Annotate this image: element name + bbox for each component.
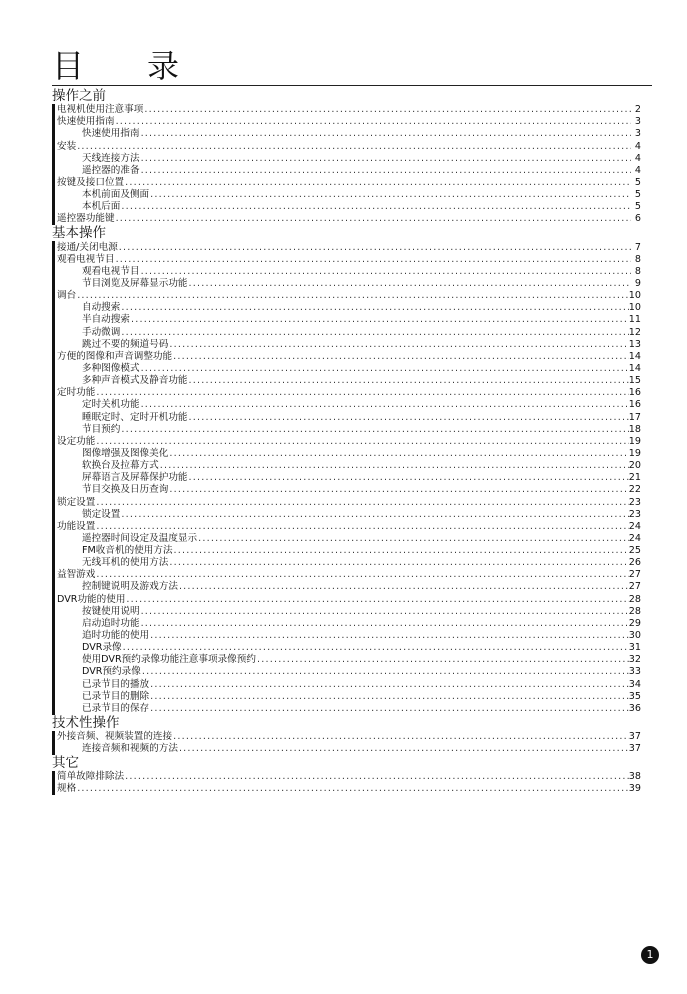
title-char-1: 目 — [52, 47, 85, 85]
toc-entry-label: 定时关机功能 — [82, 399, 140, 411]
toc-entry-page: 39 — [628, 783, 641, 795]
toc-entry-page: 9 — [634, 277, 641, 289]
toc-entry-page: 10 — [628, 302, 641, 314]
toc-entry-label: 快速使用指南 — [82, 128, 140, 140]
dot-leader — [95, 521, 628, 533]
dot-leader — [140, 266, 631, 278]
toc-entry-label: 定时功能 — [57, 387, 96, 399]
toc-entry-page: 2 — [634, 104, 641, 116]
dot-leader — [115, 213, 631, 225]
toc-entry-page: 27 — [628, 581, 641, 593]
toc-entry-label: 节目预约 — [82, 423, 121, 435]
toc-section — [52, 225, 641, 714]
toc-entry[interactable] — [57, 642, 641, 654]
toc-entry-page: 7 — [634, 241, 641, 253]
toc-entry-label: 锁定设置 — [57, 496, 96, 508]
toc-entry[interactable] — [57, 128, 641, 140]
toc-entry[interactable] — [57, 472, 641, 484]
toc-entry-page: 18 — [628, 423, 641, 435]
toc-entry-page: 28 — [628, 605, 641, 617]
toc-entry-page: 12 — [628, 326, 641, 338]
toc-entry-page: 11 — [628, 314, 641, 326]
toc-entry[interactable] — [57, 678, 641, 690]
toc-entry[interactable] — [57, 691, 641, 703]
toc-entry[interactable] — [57, 557, 641, 569]
dot-leader — [178, 581, 629, 593]
toc-entry[interactable] — [57, 509, 641, 521]
toc-entry[interactable] — [57, 189, 641, 201]
toc-entry-label: 遥控器的准备 — [82, 164, 140, 176]
toc-section — [52, 715, 641, 755]
toc-entry-label: 安装 — [57, 140, 77, 152]
toc-entry-label: 观看电视节目 — [57, 253, 115, 265]
toc-entry-page: 37 — [628, 731, 641, 743]
dot-leader — [140, 399, 629, 411]
toc-entry[interactable] — [57, 326, 641, 338]
toc-entry[interactable] — [57, 153, 641, 165]
toc-entry-label: 半自动搜索 — [82, 314, 130, 326]
dot-leader — [95, 387, 628, 399]
page-title — [52, 46, 180, 86]
toc-section — [52, 755, 641, 795]
dot-leader — [168, 557, 628, 569]
toc-entry[interactable] — [57, 731, 641, 743]
toc-entry-page: 22 — [628, 484, 641, 496]
toc-entry-label: 睡眠定时、定时开机功能 — [82, 411, 188, 423]
toc-entry[interactable] — [57, 606, 641, 618]
section-heading: 操作之前 — [52, 88, 106, 104]
dot-leader — [149, 703, 629, 715]
dot-leader — [124, 771, 629, 783]
dot-leader — [188, 472, 629, 484]
toc-entry-label: 已录节目的保存 — [82, 702, 150, 714]
dot-leader — [168, 339, 628, 351]
toc-entry[interactable] — [57, 411, 641, 423]
toc-entry-page: 25 — [628, 545, 641, 557]
toc-entry-page: 16 — [628, 387, 641, 399]
dot-leader — [76, 141, 631, 153]
dot-leader — [140, 606, 629, 618]
dot-leader — [172, 731, 629, 743]
toc-entry[interactable] — [57, 666, 641, 678]
toc-entry[interactable] — [57, 213, 641, 225]
section-heading: 技术性操作 — [52, 714, 120, 731]
dot-leader — [188, 375, 629, 387]
toc-entry-label: 自动搜索 — [82, 302, 121, 314]
dot-leader — [149, 691, 629, 703]
dot-leader — [141, 666, 629, 678]
toc-entry[interactable] — [57, 484, 641, 496]
toc-entry[interactable] — [57, 363, 641, 375]
toc-entry-label: 软换台及拉幕方式 — [82, 460, 159, 472]
toc-entry-label: 外接音频、视频装置的连接 — [57, 731, 173, 743]
dot-leader — [115, 254, 631, 266]
toc-entry-label: 连接音频和视频的方法 — [82, 743, 178, 755]
toc-entry-label: 使用DVR预约录像功能注意事项录像预约 — [82, 654, 256, 666]
toc-entry-page: 24 — [628, 532, 641, 544]
toc-entry-label: FM收音机的使用方法 — [82, 545, 173, 557]
dot-leader — [140, 153, 631, 165]
toc-entry-label: 多种声音模式及静音功能 — [82, 375, 188, 387]
toc-entry-label: 图像增强及图像美化 — [82, 447, 169, 459]
toc-entry[interactable] — [57, 302, 641, 314]
section-entries — [52, 241, 641, 714]
dot-leader — [76, 783, 629, 795]
toc-entry-page: 37 — [628, 743, 641, 755]
toc-entry-page: 30 — [628, 630, 641, 642]
toc-entry[interactable] — [57, 314, 641, 326]
toc-entry-page: 21 — [628, 472, 641, 484]
dot-leader — [115, 116, 631, 128]
toc-entry-page: 28 — [628, 593, 641, 605]
toc-entry-label: 无线耳机的使用方法 — [82, 557, 169, 569]
dot-leader — [149, 189, 631, 201]
toc-entry-label: 本机后面 — [82, 201, 121, 213]
title-divider — [52, 85, 652, 86]
toc-entry-label: 调台 — [57, 290, 77, 302]
dot-leader — [178, 743, 629, 755]
section-entries — [52, 104, 641, 225]
toc-entry[interactable] — [57, 290, 641, 302]
dot-leader — [122, 642, 629, 654]
dot-leader — [118, 242, 631, 254]
toc-entry[interactable] — [57, 496, 641, 508]
toc-entry-page: 26 — [628, 557, 641, 569]
title-char-2: 录 — [147, 47, 180, 85]
toc-entry-label: 跳过不要的频道号码 — [82, 338, 169, 350]
toc-entry-label: 天线连接方法 — [82, 152, 140, 164]
dot-leader — [168, 448, 628, 460]
toc-entry[interactable] — [57, 116, 641, 128]
toc-entry[interactable] — [57, 654, 641, 666]
toc-entry-page: 31 — [628, 642, 641, 654]
section-heading: 基本操作 — [52, 225, 106, 242]
section-entries — [52, 771, 641, 795]
dot-leader — [140, 165, 631, 177]
dot-leader — [188, 278, 631, 290]
toc-entry-page: 17 — [628, 411, 641, 423]
toc-entry-page: 20 — [628, 460, 641, 472]
dot-leader — [197, 533, 629, 545]
toc-entry-label: DVR功能的使用 — [57, 593, 126, 605]
toc-entry-label: 已录节目的播放 — [82, 678, 150, 690]
dot-leader — [168, 484, 628, 496]
toc-entry-page: 8 — [634, 265, 641, 277]
toc-entry-label: 已录节目的删除 — [82, 690, 150, 702]
toc-entry-label: 电视机使用注意事项 — [57, 104, 144, 116]
toc-entry[interactable] — [57, 533, 641, 545]
toc-entry-page: 14 — [628, 350, 641, 362]
dot-leader — [76, 290, 629, 302]
toc-entry-label: 屏幕语言及屏幕保护功能 — [82, 472, 188, 484]
toc-entry[interactable] — [57, 703, 641, 715]
dot-leader — [95, 436, 628, 448]
toc-entry-page: 15 — [628, 375, 641, 387]
toc-entry-page: 23 — [628, 508, 641, 520]
toc-entry-label: 益智游戏 — [57, 569, 96, 581]
toc-entry[interactable] — [57, 375, 641, 387]
dot-leader — [95, 497, 628, 509]
dot-leader — [124, 177, 631, 189]
toc-entry[interactable] — [57, 241, 641, 253]
toc-entry-label: 遥控器功能键 — [57, 213, 115, 225]
toc-entry-page: 5 — [634, 201, 641, 213]
toc-entry[interactable] — [57, 254, 641, 266]
toc-entry-label: 本机前面及侧面 — [82, 189, 150, 201]
toc-entry-page: 34 — [628, 678, 641, 690]
toc-entry-page: 32 — [628, 654, 641, 666]
dot-leader — [125, 594, 628, 606]
toc-entry-page: 5 — [634, 189, 641, 201]
toc-entry[interactable] — [57, 278, 641, 290]
toc-entry[interactable] — [57, 460, 641, 472]
toc-entry[interactable] — [57, 771, 641, 783]
toc-entry[interactable] — [57, 266, 641, 278]
toc-entry[interactable] — [57, 448, 641, 460]
toc-entry-label: 按键使用说明 — [82, 605, 140, 617]
toc-entry-page: 10 — [628, 290, 641, 302]
toc-entry-page: 35 — [628, 690, 641, 702]
toc-entry[interactable] — [57, 569, 641, 581]
toc-entry-page: 19 — [628, 435, 641, 447]
toc-entry-label: 手动微调 — [82, 326, 121, 338]
dot-leader — [256, 654, 629, 666]
toc-entry-label: 节目交换及日历查询 — [82, 484, 169, 496]
dot-leader — [95, 569, 628, 581]
toc-entry-page: 3 — [634, 128, 641, 140]
toc-entry-label: 功能设置 — [57, 520, 96, 532]
toc-entry[interactable] — [57, 387, 641, 399]
toc-entry[interactable] — [57, 140, 641, 152]
toc-entry-label: 接通/关闭电源 — [57, 241, 118, 253]
toc-entry-label: 追时功能的使用 — [82, 630, 150, 642]
toc-entry-page: 13 — [628, 338, 641, 350]
toc-entry[interactable] — [57, 177, 641, 189]
toc-entry-label: 设定功能 — [57, 435, 96, 447]
toc-entry[interactable] — [57, 424, 641, 436]
dot-leader — [140, 128, 631, 140]
toc-entry-page: 5 — [634, 176, 641, 188]
toc-entry-page: 16 — [628, 399, 641, 411]
dot-leader — [188, 412, 629, 424]
toc-entry-label: 遥控器时间设定及温度显示 — [82, 532, 198, 544]
page-number-badge: 1 — [641, 946, 659, 964]
dot-leader — [120, 424, 628, 436]
dot-leader — [149, 679, 629, 691]
dot-leader — [149, 630, 629, 642]
toc-entry-label: 节目浏览及屏幕显示功能 — [82, 277, 188, 289]
toc-entry-page: 29 — [628, 617, 641, 629]
toc-entry-page: 14 — [628, 362, 641, 374]
dot-leader — [172, 351, 629, 363]
toc-entry-label: DVR预约录像 — [82, 666, 141, 678]
dot-leader — [120, 302, 628, 314]
toc-entry[interactable] — [57, 339, 641, 351]
dot-leader — [120, 327, 628, 339]
dot-leader — [120, 509, 628, 521]
toc-entry-label: 启动追时功能 — [82, 617, 140, 629]
toc-entry-page: 33 — [628, 666, 641, 678]
toc-entry[interactable] — [57, 165, 641, 177]
toc-entry[interactable] — [57, 618, 641, 630]
toc-entry-page: 3 — [634, 116, 641, 128]
toc-entry-label: 快速使用指南 — [57, 116, 115, 128]
toc-entry[interactable] — [57, 581, 641, 593]
toc-entry-page: 38 — [628, 771, 641, 783]
toc-entry-page: 23 — [628, 496, 641, 508]
dot-leader — [159, 460, 629, 472]
section-heading: 其它 — [52, 755, 79, 772]
toc-entry[interactable] — [57, 593, 641, 605]
toc-entry-page: 4 — [634, 152, 641, 164]
toc-entry[interactable] — [57, 104, 641, 116]
toc-entry-page: 36 — [628, 702, 641, 714]
toc-entry[interactable] — [57, 521, 641, 533]
toc-entry-label: 观看电视节目 — [82, 265, 140, 277]
toc-entry[interactable] — [57, 399, 641, 411]
toc-entry-page: 4 — [634, 140, 641, 152]
section-entries — [52, 731, 641, 755]
table-of-contents — [52, 88, 641, 795]
toc-entry[interactable] — [57, 545, 641, 557]
dot-leader — [120, 201, 631, 213]
toc-entry[interactable] — [57, 351, 641, 363]
toc-entry-label: 方便的图像和声音调整功能 — [57, 350, 173, 362]
toc-entry-page: 19 — [628, 447, 641, 459]
toc-entry-label: 多种图像模式 — [82, 362, 140, 374]
toc-entry[interactable] — [57, 783, 641, 795]
toc-entry-page: 6 — [634, 213, 641, 225]
toc-section — [52, 88, 641, 225]
toc-entry-label: 控制键说明及游戏方法 — [82, 581, 178, 593]
toc-entry[interactable] — [57, 743, 641, 755]
toc-entry-label: 锁定设置 — [82, 508, 121, 520]
toc-entry-page: 8 — [634, 253, 641, 265]
toc-entry[interactable] — [57, 630, 641, 642]
dot-leader — [140, 618, 629, 630]
toc-entry[interactable] — [57, 201, 641, 213]
toc-entry-page: 27 — [628, 569, 641, 581]
dot-leader — [173, 545, 629, 557]
toc-entry-label: DVR录像 — [82, 642, 122, 654]
toc-entry-page: 24 — [628, 520, 641, 532]
dot-leader — [143, 104, 631, 116]
toc-entry[interactable] — [57, 436, 641, 448]
dot-leader — [130, 314, 629, 326]
toc-entry-page: 4 — [634, 164, 641, 176]
toc-entry-label: 按键及接口位置 — [57, 176, 125, 188]
toc-entry-label: 规格 — [57, 783, 77, 795]
dot-leader — [140, 363, 629, 375]
toc-entry-label: 简单故障排除法 — [57, 771, 125, 783]
